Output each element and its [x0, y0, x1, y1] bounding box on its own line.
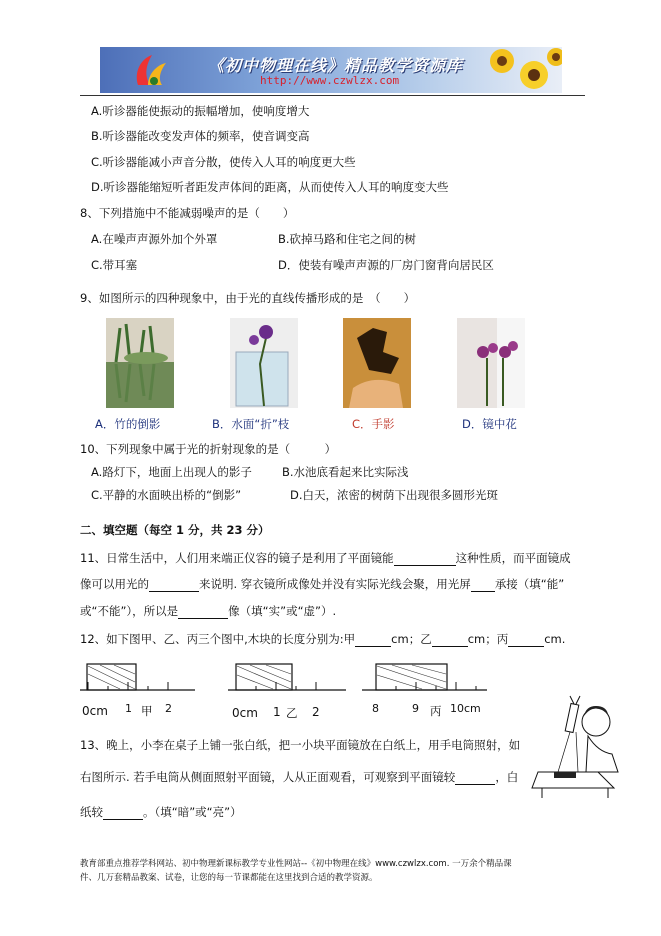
q11-text-2c: 承接（填“能”	[494, 577, 565, 591]
footer-line-2: 件、几万套精品教案、试卷，让您的每一节课都能在这里找到合适的教学资源。	[80, 873, 378, 883]
q11-blank-1[interactable]	[394, 553, 456, 566]
q8-option-b: B.砍掉马路和住宅之间的树	[278, 232, 417, 246]
q8-option-c: C.带耳塞	[91, 258, 138, 272]
q8-option-d: D．使装有噪声声源的厂房门窗背向居民区	[278, 258, 494, 272]
q7-option-a: A.听诊器能使振动的振幅增加，使响度增大	[91, 104, 310, 118]
q13-line-1: 13、晚上，小李在桌子上铺一张白纸，把一小块平面镜放在白纸上，用手电筒照射，如	[80, 738, 521, 752]
q11-text-2a: 像可以用光的	[80, 577, 149, 591]
ruler-bing-tick-1: 9	[412, 702, 419, 715]
q12-text-d: cm.	[544, 632, 566, 646]
section-2-heading: 二、填空题（每空 1 分，共 23 分）	[80, 523, 270, 537]
ruler-jia-tick-0: 0cm	[82, 704, 108, 718]
q10-option-a: A.路灯下，地面上出现人的影子	[91, 465, 252, 479]
q11-blank-2[interactable]	[149, 579, 199, 592]
ruler-jia-tick-2: 2	[165, 702, 172, 715]
q12-line	[80, 631, 565, 647]
q12-text-b: cm；乙	[391, 632, 432, 646]
logo-icon	[130, 51, 170, 89]
caption-b: B．水面“折”枝	[212, 417, 290, 431]
sunflower-icon	[472, 47, 562, 93]
caption-d: D．镜中花	[462, 417, 517, 431]
q9-stem: 9、如图所示的四种现象中，由于光的直线传播形成的是 （ ）	[80, 291, 416, 305]
footer-line-1: 教育部重点推荐学科网站、初中物理新课标教学专业性网站--《初中物理在线》www.czwlzx.com. 一万余个精品课	[80, 859, 512, 869]
q12-blank-jia[interactable]	[355, 634, 391, 647]
header-title: 《初中物理在线》精品教学资源库	[208, 56, 464, 75]
ruler-bing-label: 丙	[430, 704, 442, 718]
q12-blank-yi[interactable]	[432, 634, 468, 647]
photo-bamboo-reflection	[106, 318, 174, 408]
caption-c: C．手影	[352, 417, 395, 431]
q11-text-1a: 11、日常生活中，人们用来端正仪容的镜子是利用了平面镜能	[80, 551, 394, 565]
q7-option-b: B.听诊器能改变发声体的频率，使音调变高	[91, 129, 310, 143]
q13-line-3	[80, 804, 242, 820]
ruler-jia-tick-1: 1	[125, 702, 132, 715]
ruler-yi-label: 乙	[286, 706, 298, 720]
q10-option-b: B.水池底看起来比实际浅	[282, 465, 409, 479]
caption-a: A．竹的倒影	[95, 417, 161, 431]
q12-text-c: cm；丙	[467, 632, 509, 646]
q11-line-1	[80, 550, 571, 566]
q13-line-2	[80, 769, 518, 785]
ruler-yi-tick-0: 0cm	[232, 706, 258, 720]
ruler-yi	[228, 660, 348, 720]
ruler-yi-tick-1: 1	[273, 705, 281, 719]
flashlight-mirror-illustration	[528, 692, 620, 798]
q13-text-3b: 。（填“暗”或“亮”）	[143, 805, 242, 819]
q8-stem: 8、下列措施中不能减弱噪声的是（ ）	[80, 206, 295, 220]
ruler-jia	[80, 660, 200, 720]
q13-blank-2[interactable]	[103, 807, 143, 820]
q11-text-3b: 像（填“实”或“虚”）.	[228, 604, 337, 618]
q11-blank-3[interactable]	[471, 579, 495, 592]
ruler-bing-tick-2: 10cm	[450, 702, 481, 715]
q11-text-1b: 这种性质，而平面镜成	[455, 551, 571, 565]
q11-text-2b: 来说明. 穿衣镜所成像处并没有实际光线会聚，用光屏	[199, 577, 471, 591]
q10-option-c: C.平静的水面映出桥的“倒影”	[91, 488, 242, 502]
header-rule	[80, 95, 585, 96]
q13-blank-1[interactable]	[455, 772, 495, 785]
ruler-jia-label: 甲	[141, 704, 153, 718]
q7-option-c: C.听诊器能减小声音分散，使传入人耳的响度更大些	[91, 155, 356, 169]
photo-mirror-flower	[457, 318, 525, 408]
q8-option-a: A.在噪声声源外加个外罩	[91, 232, 218, 246]
q10-stem: 10、下列现象中属于光的折射现象的是（ ）	[80, 442, 337, 456]
photo-hand-shadow	[343, 318, 411, 408]
photo-bent-branch	[230, 318, 298, 408]
q13-text-3a: 纸较	[80, 805, 103, 819]
ruler-bing-tick-0: 8	[372, 702, 379, 715]
q12-text-a: 12、如下图甲、乙、丙三个图中,木块的长度分别为:甲	[80, 632, 356, 646]
q11-text-3a: 或“不能”），所以是	[80, 604, 179, 618]
q11-line-2	[80, 576, 564, 592]
q12-blank-bing[interactable]	[508, 634, 544, 647]
q7-option-d: D.听诊器能缩短听者距发声体间的距离，从而使传入人耳的响度变大些	[91, 180, 449, 194]
ruler-bing	[362, 660, 492, 720]
q11-line-3	[80, 603, 336, 619]
q13-text-2a: 右图所示. 若手电筒从侧面照射平面镜，人从正面观看，可观察到平面镜较	[80, 770, 456, 784]
ruler-yi-tick-2: 2	[312, 705, 320, 719]
q11-blank-4[interactable]	[178, 606, 228, 619]
q13-text-2b: ，白	[495, 770, 519, 784]
header-url: http://www.czwlzx.com	[260, 74, 400, 87]
q10-option-d: D.白天，浓密的树荫下出现很多圆形光斑	[290, 488, 499, 502]
header-banner	[100, 47, 562, 93]
